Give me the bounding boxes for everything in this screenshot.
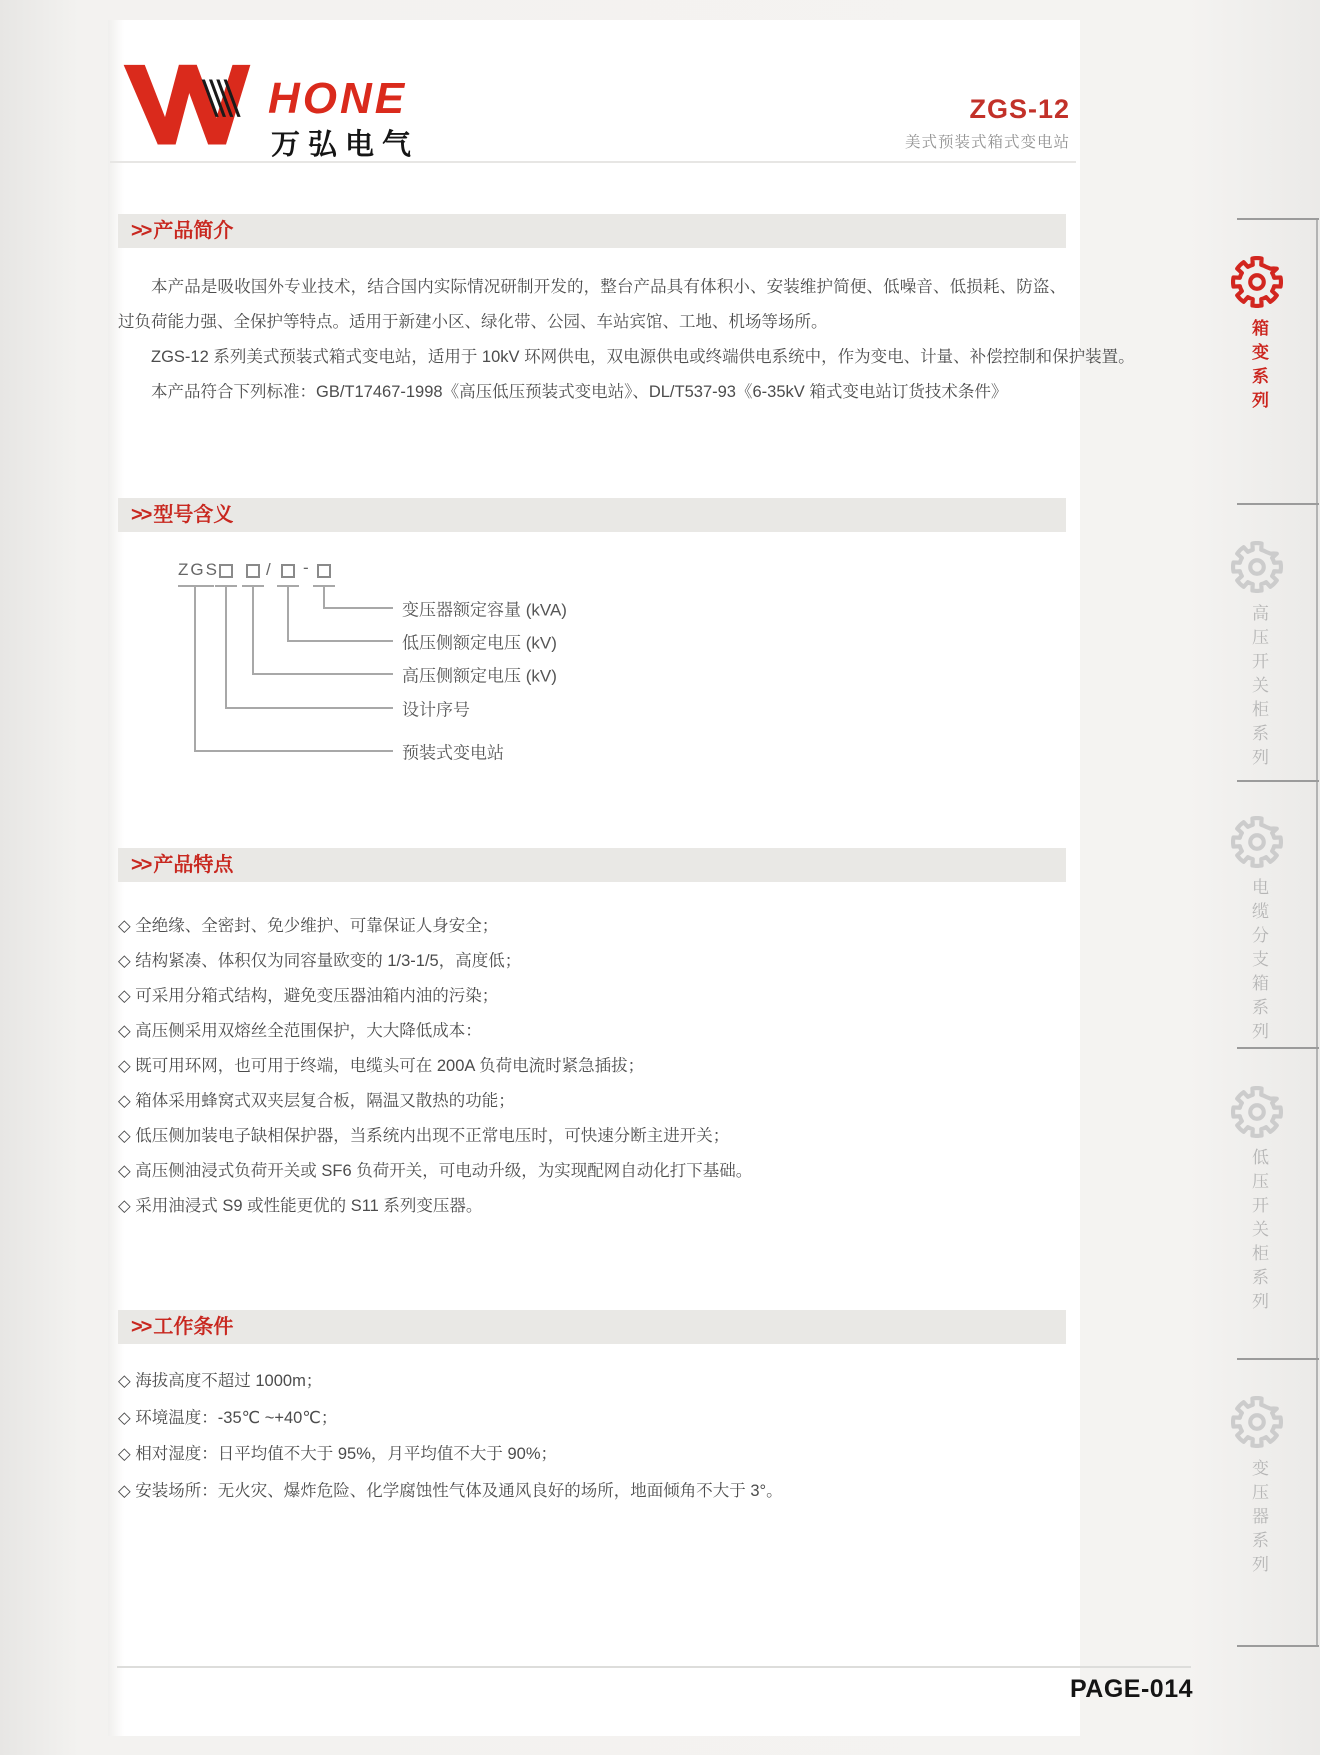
connector-line	[194, 585, 196, 752]
sidebar-item-label: 电缆分支箱系列	[1249, 878, 1268, 1046]
feature-item: ◇ 箱体采用蜂窝式双夹层复合板，隔温又散热的功能；	[118, 1092, 515, 1110]
band-prefix: >>	[131, 1316, 151, 1338]
conditions-list	[118, 1363, 1066, 1509]
diagram-label: 变压器额定容量 (kVA)	[402, 600, 567, 620]
band-title: 产品特点	[153, 854, 234, 876]
connector-line	[287, 585, 289, 642]
gear-icon	[1231, 1396, 1283, 1448]
page-title: ZGS-12	[969, 94, 1070, 124]
condition-item: ◇ 海拔高度不超过 1000m；	[118, 1372, 323, 1390]
feature-item: ◇ 结构紧凑、体积仅为同容量欧变的 1/3-1/5，高度低；	[118, 952, 522, 970]
condition-item: ◇ 安装场所：无火灾、爆炸危险、化学腐蚀性气体及通风良好的场所，地面倾角不大于 3°。	[118, 1481, 783, 1500]
condition-item: ◇ 环境温度：-35℃ ~+40℃；	[118, 1408, 338, 1427]
band-prefix: >>	[131, 854, 151, 876]
sidebar-item-label: 高压开关柜系列	[1249, 604, 1268, 772]
connector-line	[225, 707, 393, 709]
gear-icon	[1231, 816, 1283, 868]
sidebar-item-dianlan[interactable]	[1224, 780, 1320, 1047]
section-band-intro	[118, 214, 1066, 248]
connector-line	[194, 750, 393, 752]
model-code-separator: -	[303, 558, 309, 577]
feature-item: ◇ 高压侧油浸式负荷开关或 SF6 负荷开关，可电动升级，为实现配网自动化打下基础。	[118, 1162, 753, 1180]
diagram-tick	[178, 585, 214, 587]
gear-icon	[1231, 541, 1283, 593]
feature-item: ◇ 全绝缘、全密封、免少维护、可靠保证人身安全；	[118, 917, 499, 935]
logo-w-icon	[122, 58, 252, 148]
features-list	[118, 909, 1066, 1224]
model-code-box	[281, 564, 295, 578]
connector-line	[252, 585, 254, 675]
diagram-label: 设计序号	[402, 700, 470, 720]
sidebar-item-xiangbian[interactable]	[1224, 218, 1320, 503]
section-band-conditions	[118, 1310, 1066, 1344]
footer-divider	[117, 1666, 1191, 1668]
feature-item: ◇ 既可用环网，也可用于终端，电缆头可在 200A 负荷电流时紧急插拔；	[118, 1057, 645, 1075]
gear-icon	[1231, 256, 1283, 308]
band-title: 产品简介	[153, 220, 234, 242]
sidebar-divider	[1237, 1645, 1319, 1647]
diagram-label: 低压侧额定电压 (kV)	[402, 633, 557, 653]
model-code-box	[246, 564, 260, 578]
diagram-label: 预装式变电站	[402, 743, 504, 763]
condition-item: ◇ 相对湿度：日平均值不大于 95%，月平均值不大于 90%；	[118, 1445, 557, 1463]
page-number: PAGE-014	[1069, 1675, 1193, 1703]
intro-paragraph: ZGS-12 系列美式预装式箱式变电站，适用于 10kV 环网供电，双电源供电或终端供电系统中，作为变电、计量、补偿控制和保护装置。	[151, 348, 1135, 366]
feature-item: ◇ 低压侧加装电子缺相保护器，当系统内出现不正常电压时，可快速分断主进开关；	[118, 1127, 730, 1145]
sidebar-item-label: 变压器系列	[1249, 1459, 1268, 1579]
connector-line	[323, 607, 393, 609]
header-divider	[110, 161, 1076, 163]
feature-item: ◇ 可采用分箱式结构，避免变压器油箱内油的污染；	[118, 987, 499, 1005]
gear-icon	[1231, 1086, 1283, 1138]
logo-brand-cn: 万弘电气	[271, 129, 420, 161]
connector-line	[225, 585, 227, 709]
model-code-separator: /	[266, 560, 271, 579]
feature-item: ◇ 高压侧采用双熔丝全范围保护，大大降低成本：	[118, 1022, 482, 1040]
section-band-features	[118, 848, 1066, 882]
intro-paragraphs	[118, 270, 1135, 410]
sidebar-item-bianyaqi[interactable]	[1224, 1358, 1320, 1645]
model-code-box	[317, 564, 331, 578]
connector-line	[252, 673, 393, 675]
sidebar-item-gaoya[interactable]	[1224, 503, 1320, 780]
intro-paragraph: 本产品符合下列标准：GB/T17467-1998《高压低压预装式变电站》、DL/T537-93《6-35kV 箱式变电站订货技术条件》	[151, 383, 1008, 401]
sidebar-item-label: 低压开关柜系列	[1249, 1148, 1268, 1316]
connector-line	[287, 640, 393, 642]
model-code-box	[219, 564, 233, 578]
page-subtitle: 美式预装式箱式变电站	[904, 134, 1070, 151]
feature-item: ◇ 采用油浸式 S9 或性能更优的 S11 系列变压器。	[118, 1197, 483, 1215]
connector-line	[323, 585, 325, 609]
logo-brand-en: HONE	[268, 74, 408, 123]
sidebar-item-label: 箱变系列	[1249, 319, 1268, 415]
band-title: 型号含义	[153, 504, 234, 526]
sidebar-item-diya[interactable]	[1224, 1047, 1320, 1358]
band-title: 工作条件	[153, 1316, 234, 1338]
band-prefix: >>	[131, 504, 151, 526]
intro-paragraph: 本产品是吸收国外专业技术，结合国内实际情况研制开发的，整台产品具有体积小、安装维护简便、低噪音、低损耗、防盗、过负荷能力强、全保护等特点。适用于新建小区、绿化带、公园、车站宾馆、工地、机场等场所。	[118, 278, 1066, 331]
diagram-label: 高压侧额定电压 (kV)	[402, 666, 557, 686]
model-code-prefix: ZGS	[178, 560, 219, 579]
section-band-model	[118, 498, 1066, 532]
band-prefix: >>	[131, 220, 151, 242]
